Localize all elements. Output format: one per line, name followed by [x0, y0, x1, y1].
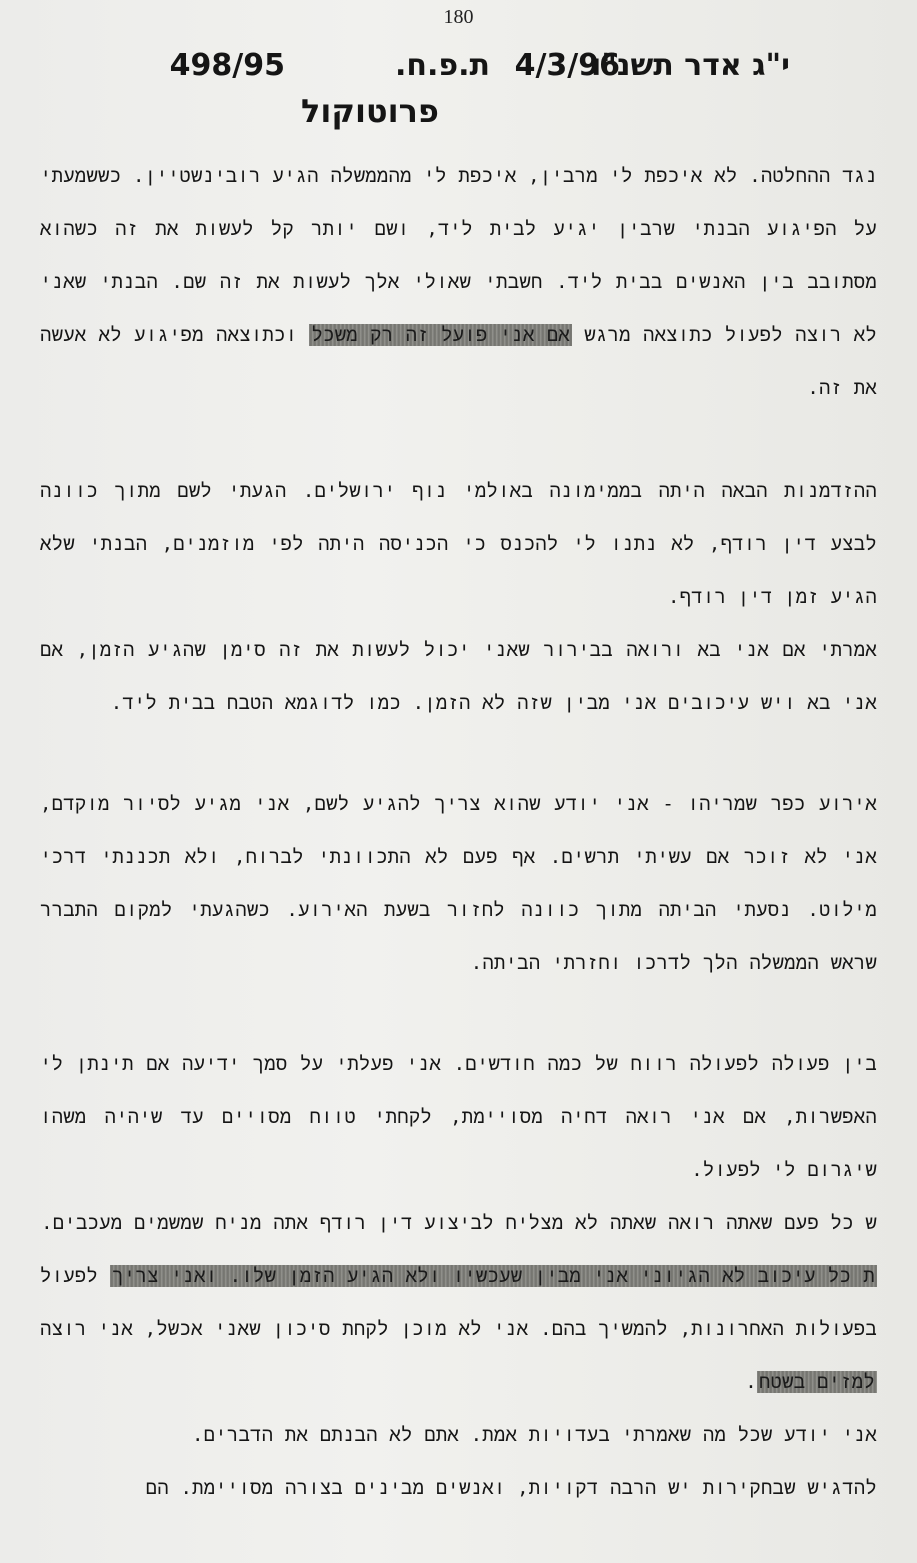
body-text: [40, 150, 877, 1515]
text-segment: אמרתי אם אני בא ורואה בבירור שאני יכול לעשות את זה סימן שהגיע הזמן, אם אני בא ויש עיכובים אני מבין שזה לא הזמן. כמו לדוגמא הטבח בבית ליד.: [40, 639, 877, 714]
paragraph-1: [40, 150, 877, 415]
text-segment: .: [745, 1371, 757, 1393]
question-line: [40, 1197, 877, 1250]
paragraph-4: [40, 778, 877, 990]
answer-line: [40, 1250, 877, 1409]
redacted-segment: למזים בשטח: [758, 1371, 875, 1393]
hebrew-date: י"ג אדר תשנ"ו: [590, 48, 790, 83]
paragraph-2: [40, 465, 877, 624]
text-segment: אני יודע שכל מה שאמרתי בעדויות אמת. אתם לא הבנתם את הדברים.: [192, 1424, 877, 1446]
paragraph-8: [40, 1409, 877, 1462]
document-title: פרוטוקול: [301, 92, 439, 130]
paragraph-3: [40, 624, 877, 730]
page-number: 180: [443, 6, 474, 28]
text-segment: נגד ההחלטה. לא איכפת לי מרבין, איכפת לי מהממשלה הגיע רובינשטיין. כששמעתי על הפיגוע הבנתי שרבין יגיע לבית ליד, ושם יותר קל לעשות את זה כשהוא מסתובב בין האנשים בבית ליד. חשבתי שאולי אלך לעשות את זה שם. הבנתי שאני לא רוצה לפעול כתוצאה מרגש: [40, 165, 877, 346]
text-segment: וכתוצאה מפיגוע לא אעשה את זה.: [40, 324, 877, 399]
paragraph-9: [40, 1462, 877, 1515]
text-segment: אירוע כפר שמריהו - אני יודע שהוא צריך להגיע לשם, אני מגיע לסיור מוקדם, אני לא זוכר אם עשיתי תרשים. אף פעם לא התכוונתי לברוח, ולא תכננתי דרכי מילוט. נסעתי הביתה מתוך כוונה לחזור בשעת האירוע. כשהגעתי למקום התברר שראש הממשלה הלך לדרכו וחזרתי הביתה.: [40, 793, 877, 974]
text-segment: לפעול בפעולות האחרונות, להמשיך בהם. אני לא מוכן לקחת סיכון שאני אכשל, אני רוצה: [40, 1265, 877, 1340]
case-number: 498/95: [169, 48, 285, 83]
redacted-segment: ת כל עיכוב לא הגיוני אני מבין שעכשיו ולא הגיע הזמן שלו. ואני צריך: [112, 1265, 876, 1287]
redacted-segment: אם אני פועל זה רק משכל: [311, 324, 571, 346]
text-segment: בין פעולה לפעולה רווח של כמה חודשים. אני פעלתי על סמך ידיעה אם תינתן לי האפשרות, אם אני רואה דחיה מסויימת, לקחתי טווח מסויים עד שיהיה משהו שיגרום לי לפעול.: [40, 1053, 877, 1181]
document-header: [170, 48, 790, 88]
text-segment: ש כל פעם שאתה רואה שאתה לא מצליח לביצוע דין רודף אתה מניח שמשמים מעכבים.: [41, 1212, 877, 1234]
numeric-date: 4/3/96: [514, 48, 620, 83]
text-segment: ההזדמנות הבאה היתה בממימונה באולמי נוף ירושלים. הגעתי לשם מתוך כוונה לבצע דין רודף, לא נתנו לי להכנס כי הכניסה היתה לפי מוזמנים, הבנתי שלא הגיע זמן דין רודף.: [40, 480, 877, 608]
case-label: ת.פ.ח.: [394, 48, 490, 83]
paragraph-5: [40, 1038, 877, 1197]
text-segment: להדגיש שבחקירות יש הרבה דקויות, ואנשים מבינים בצורה מסויימת. הם: [145, 1477, 877, 1499]
